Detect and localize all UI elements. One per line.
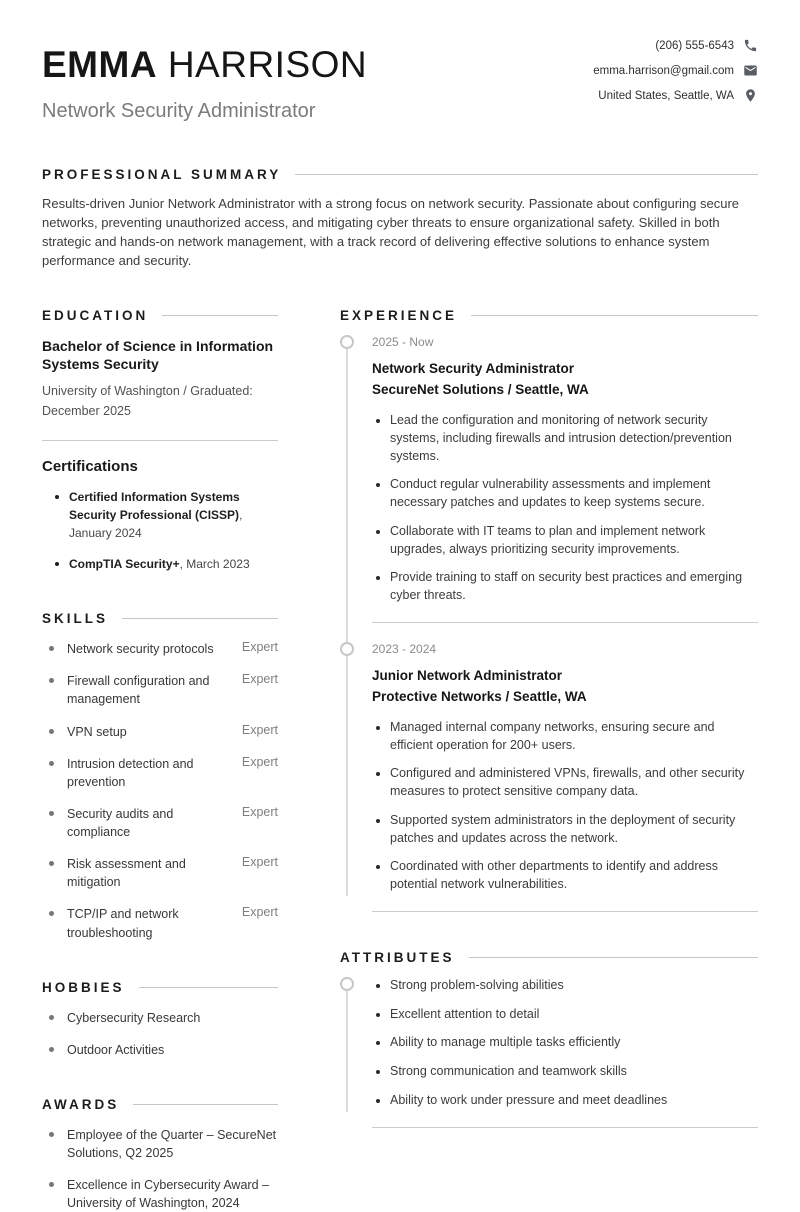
skills-heading [42, 611, 278, 626]
timeline-marker-icon [340, 642, 354, 656]
degree-title: Bachelor of Science in Information Systems Security [42, 338, 274, 372]
certification-text [69, 488, 278, 542]
first-name: EMMA [42, 44, 158, 85]
certification-name: CompTIA Security+ [69, 557, 180, 572]
contact-email [593, 63, 758, 78]
bullet-icon [55, 495, 59, 499]
phone-icon [743, 38, 758, 53]
skill-name: Network security protocols [67, 642, 214, 657]
skills-heading-text: SKILLS [42, 611, 109, 627]
email-address: emma.harrison@gmail.com [593, 64, 734, 77]
summary-text: Results-driven Junior Network Administrator with a strong focus on network security. Passionate about configuring secure networks, preventing unauthorized access, and mitigating cyber threats to ensure organizational safety. Skilled in both strategic and hands-on network management, with a track record of delivering effective solutions to enhance system performance and security. [42, 196, 740, 268]
skill-row [42, 723, 278, 741]
job-period: 2023 - 2024 [372, 641, 437, 656]
skill-row [42, 672, 278, 708]
job-bullet [372, 719, 758, 755]
heading-rule [469, 957, 759, 958]
section-awards [42, 1097, 278, 1212]
bullet-icon [376, 1041, 380, 1045]
certification-date: , January 2024 [69, 508, 243, 541]
award-item [42, 1176, 278, 1212]
job-bullet-text: Configured and administered VPNs, firewalls, and other security measures to protect sensitive company data. [390, 766, 745, 799]
certification-name: Certified Information Systems Security Professional (CISSP) [69, 490, 240, 523]
attribute-text: Strong problem-solving abilities [390, 977, 564, 992]
skill-name: Risk assessment and mitigation [67, 857, 186, 890]
bullet-icon [376, 772, 380, 776]
header [42, 36, 758, 123]
bullet-icon [55, 562, 59, 566]
hobby-item [42, 1009, 278, 1027]
bullet-icon [376, 1099, 380, 1103]
mail-icon [743, 63, 758, 78]
job-bullet-text: Lead the configuration and monitoring of network security systems, including firewalls and intrusion detection/prevention systems. [390, 413, 732, 463]
certifications-heading: Certifications [42, 458, 138, 476]
bullet-icon [376, 483, 380, 487]
awards-heading-text: AWARDS [42, 1096, 120, 1112]
attributes-heading-text: ATTRIBUTES [340, 949, 455, 965]
heading-rule [133, 1104, 278, 1105]
bullet-icon [376, 984, 380, 988]
job-bullet-text: Managed internal company networks, ensuring secure and efficient operation for 200+ users. [390, 719, 715, 752]
skill-level: Expert [241, 754, 278, 769]
attributes-timeline [340, 977, 758, 1128]
bullet-icon [376, 419, 380, 423]
job-bullet-text: Conduct regular vulnerability assessments and implement necessary patches and updates to keep systems secure. [390, 477, 711, 510]
left-column [42, 308, 278, 1212]
experience-timeline [340, 335, 758, 911]
hobby-item [42, 1041, 278, 1059]
summary-heading-text: PROFESSIONAL SUMMARY [42, 167, 282, 182]
award-item [42, 1126, 278, 1162]
job-bullet [372, 412, 758, 465]
person-name [42, 44, 367, 86]
skill-row [42, 640, 278, 658]
location-text: United States, Seattle, WA [598, 89, 734, 102]
hobbies-heading [42, 980, 278, 995]
bullet-icon [49, 861, 54, 866]
divider [372, 1127, 758, 1128]
certification-item [42, 488, 278, 542]
bullet-icon [49, 1182, 54, 1187]
heading-rule [122, 618, 278, 619]
summary-heading [42, 167, 758, 182]
experience-entry [340, 642, 758, 894]
job-bullet-text: Provide training to staff on security best practices and emerging cyber threats. [390, 570, 743, 603]
bullet-icon [376, 819, 380, 823]
bullet-icon [49, 1015, 54, 1020]
bullet-icon [376, 726, 380, 730]
heading-rule [139, 987, 278, 988]
job-period: 2025 - Now [372, 335, 434, 350]
experience-heading [340, 308, 758, 323]
attribute-bullet [372, 1092, 758, 1110]
job-title: Junior Network Administrator [372, 667, 563, 683]
bullet-icon [49, 911, 54, 916]
divider [42, 440, 278, 441]
bullet-icon [49, 646, 54, 651]
bullet-icon [49, 1132, 54, 1137]
section-hobbies [42, 980, 278, 1059]
skill-name: Intrusion detection and prevention [67, 756, 194, 789]
divider [372, 622, 758, 623]
job-bullet [372, 476, 758, 512]
awards-heading [42, 1097, 278, 1112]
bullet-icon [376, 530, 380, 534]
certification-item [42, 555, 278, 573]
attribute-text: Excellent attention to detail [390, 1006, 540, 1021]
contact-info [593, 38, 758, 103]
bullet-icon [376, 576, 380, 580]
timeline-marker-icon [340, 977, 354, 991]
attribute-text: Strong communication and teamwork skills [390, 1064, 627, 1079]
attributes-heading [340, 950, 758, 965]
skill-level: Expert [241, 905, 278, 920]
timeline-marker-icon [340, 335, 354, 349]
phone-number: (206) 555-6543 [655, 39, 734, 52]
job-bullet [372, 569, 758, 605]
contact-phone [593, 38, 758, 53]
attribute-text: Ability to manage multiple tasks efficiently [390, 1035, 621, 1050]
skill-level: Expert [241, 722, 278, 737]
bullet-icon [49, 729, 54, 734]
certification-text [69, 555, 250, 573]
job-title: Network Security Administrator [372, 361, 575, 377]
attribute-bullet [372, 977, 758, 995]
location-pin-icon [743, 88, 758, 103]
hobby-text: Cybersecurity Research [67, 1010, 201, 1025]
job-company: SecureNet Solutions / Seattle, WA [372, 382, 589, 398]
skill-row [42, 855, 278, 891]
job-company: Protective Networks / Seattle, WA [372, 688, 587, 704]
skill-name: TCP/IP and network troubleshooting [67, 907, 179, 940]
right-column [340, 308, 758, 1212]
hobby-text: Outdoor Activities [67, 1042, 165, 1057]
education-heading-text: EDUCATION [42, 308, 149, 324]
attributes-entry [340, 977, 758, 1110]
attribute-bullet [372, 1006, 758, 1024]
skill-name: VPN setup [67, 724, 127, 739]
bullet-icon [49, 1047, 54, 1052]
section-experience [340, 308, 758, 911]
experience-heading-text: EXPERIENCE [340, 308, 458, 324]
heading-rule [162, 315, 278, 316]
divider [372, 911, 758, 912]
attribute-bullet [372, 1034, 758, 1052]
job-bullet-text: Supported system administrators in the deployment of security patches and updates across the network. [390, 812, 736, 845]
job-bullet [372, 812, 758, 848]
bullet-icon [49, 811, 54, 816]
section-attributes [340, 950, 758, 1128]
skill-level: Expert [241, 855, 278, 870]
bullet-icon [376, 1013, 380, 1017]
content-columns [42, 308, 758, 1212]
skill-level: Expert [241, 640, 278, 655]
experience-entry [340, 335, 758, 605]
skill-level: Expert [241, 804, 278, 819]
section-skills [42, 611, 278, 942]
skill-row [42, 755, 278, 791]
job-bullet [372, 765, 758, 801]
attribute-bullet [372, 1063, 758, 1081]
heading-rule [295, 174, 758, 175]
skill-name: Security audits and compliance [67, 806, 174, 839]
name-block [42, 36, 367, 123]
award-text: Employee of the Quarter – SecureNet Solutions, Q2 2025 [67, 1127, 277, 1160]
bullet-icon [376, 1070, 380, 1074]
bullet-icon [376, 865, 380, 869]
attribute-text: Ability to work under pressure and meet deadlines [390, 1092, 668, 1107]
skill-name: Firewall configuration and management [67, 674, 210, 707]
bullet-icon [49, 678, 54, 683]
last-name: HARRISON [167, 44, 368, 85]
section-professional-summary [42, 167, 758, 270]
job-bullet [372, 858, 758, 894]
job-bullet [372, 523, 758, 559]
section-education [42, 308, 278, 573]
education-heading [42, 308, 278, 323]
certification-date: , March 2023 [179, 557, 250, 572]
education-details: University of Washington / Graduated: December 2025 [42, 384, 253, 418]
skill-level: Expert [241, 672, 278, 687]
hobbies-heading-text: HOBBIES [42, 979, 125, 995]
contact-location [593, 88, 758, 103]
skill-row [42, 805, 278, 841]
job-title: Network Security Administrator [42, 100, 316, 122]
job-bullet-text: Coordinated with other departments to identify and address potential network vulnerabilities. [390, 859, 718, 892]
heading-rule [471, 315, 758, 316]
skill-row [42, 905, 278, 941]
job-bullet-text: Collaborate with IT teams to plan and implement network upgrades, always prioritizing security improvements. [390, 523, 706, 556]
award-text: Excellence in Cybersecurity Award – University of Washington, 2024 [67, 1178, 269, 1211]
bullet-icon [49, 761, 54, 766]
